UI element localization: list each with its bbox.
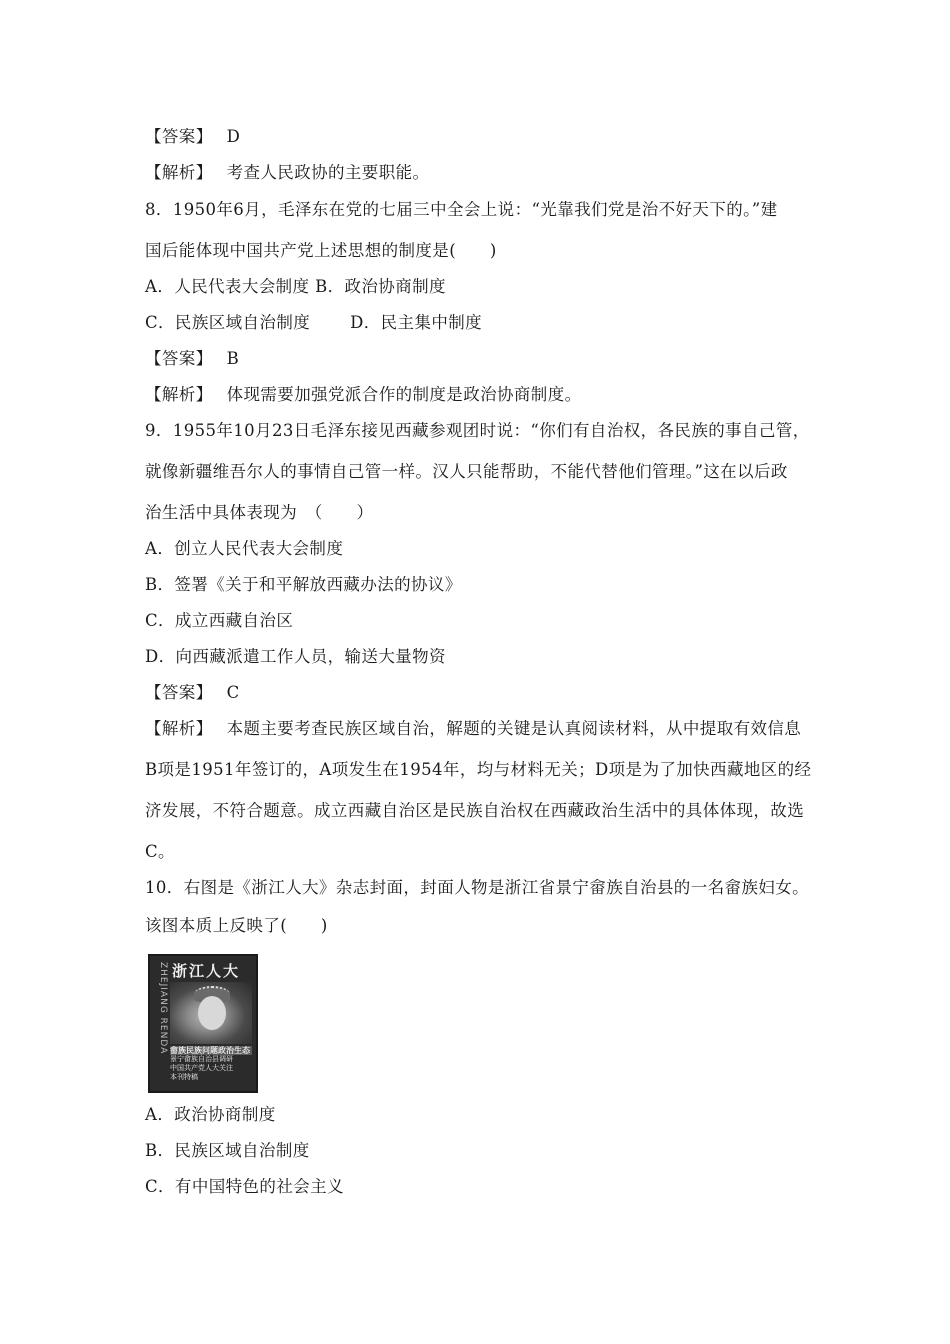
q9-option-d: D．向西藏派遣工作人员，输送大量物资: [145, 647, 446, 666]
q8-stem-line-2: 国后能体现中国共产党上述思想的制度是( ): [145, 241, 497, 260]
cover-portrait: [170, 982, 252, 1044]
cover-spine-text: ZHEJIANG RENDA: [158, 962, 168, 1055]
cover-subline-1: 景宁畲族自治县调研: [170, 1055, 233, 1063]
q7-analysis-row: [145, 163, 429, 183]
q7-answer-value: D: [226, 127, 241, 146]
cover-face: [198, 996, 226, 1030]
q10-stem-line-2: 该图本质上反映了( ): [145, 916, 328, 935]
cover-title: 浙江人大: [172, 962, 241, 980]
cover-subline-2: 中国共产党人大关注: [170, 1064, 233, 1072]
q9-option-a: A．创立人民代表大会制度: [145, 539, 344, 558]
q7-analysis-label: 【解析】: [145, 163, 213, 182]
q9-answer-row: [145, 683, 240, 703]
q9-analysis-label: 【解析】: [145, 719, 213, 738]
q7-analysis-text: 考查人民政协的主要职能。: [226, 163, 430, 182]
q8-options-row-1: [145, 277, 446, 297]
q9-analysis-line-3: 济发展，不符合题意。成立西藏自治区是民族自治权在西藏政治生活中的具体体现，故选: [145, 801, 805, 820]
q10-option-c: C．有中国特色的社会主义: [145, 1177, 344, 1196]
q8-option-d: D．民主集中制度: [350, 313, 483, 332]
q8-answer-value: B: [226, 349, 240, 368]
q9-analysis-line-1: 本题主要考查民族区域自治，解题的关键是认真阅读材料，从中提取有效信息: [226, 719, 802, 738]
cover-subline-3: 本刊特稿: [170, 1073, 198, 1081]
q10-stem-line-1: 10．右图是《浙江人大》杂志封面，封面人物是浙江省景宁畲族自治县的一名畲族妇女。: [145, 878, 809, 897]
q9-answer-value: C: [226, 683, 240, 702]
q8-option-c: C．民族区域自治制度: [145, 313, 311, 332]
cover-headline: 畲族民族问题政治生态: [170, 1046, 250, 1055]
q8-option-b: B．政治协商制度: [315, 277, 446, 296]
q10-option-a: A．政治协商制度: [145, 1105, 276, 1124]
q8-analysis-text: 体现需要加强党派合作的制度是政治协商制度。: [226, 385, 582, 404]
q8-analysis-label: 【解析】: [145, 385, 213, 404]
q7-answer-label: 【答案】: [145, 127, 213, 146]
q9-stem-line-2: 就像新疆维吾尔人的事情自己管一样。汉人只能帮助，不能代替他们管理。”这在以后政: [145, 462, 788, 481]
q8-stem-line-1: 8．1950年6月，毛泽东在党的七届三中全会上说：“光靠我们党是治不好天下的。”建: [145, 200, 778, 219]
q8-option-a: A．人民代表大会制度: [145, 277, 310, 296]
q9-analysis-line-2: B项是1951年签订的，A项发生在1954年，均与材料无关；D项是为了加快西藏地区的经: [145, 760, 812, 779]
q9-stem-line-3: 治生活中具体表现为 （ ）: [145, 503, 374, 522]
q7-answer-row: [145, 127, 240, 147]
q9-analysis-row: [145, 719, 801, 739]
q9-stem-line-1: 9．1955年10月23日毛泽东接见西藏参观团时说：“你们有自治权，各民族的事自己管，: [145, 421, 810, 440]
q9-option-b: B．签署《关于和平解放西藏办法的协议》: [145, 575, 462, 594]
q9-option-c: C．成立西藏自治区: [145, 611, 294, 630]
cover-headlines: [170, 1046, 252, 1086]
q8-analysis-row: [145, 385, 582, 405]
q8-answer-label: 【答案】: [145, 349, 213, 368]
q8-options-row-2: [145, 313, 482, 333]
q8-answer-row: [145, 349, 239, 369]
q10-option-b: B．民族区域自治制度: [145, 1141, 310, 1160]
magazine-cover-image: [148, 954, 258, 1093]
q9-analysis-line-4: C。: [145, 842, 175, 861]
q9-answer-label: 【答案】: [145, 683, 213, 702]
